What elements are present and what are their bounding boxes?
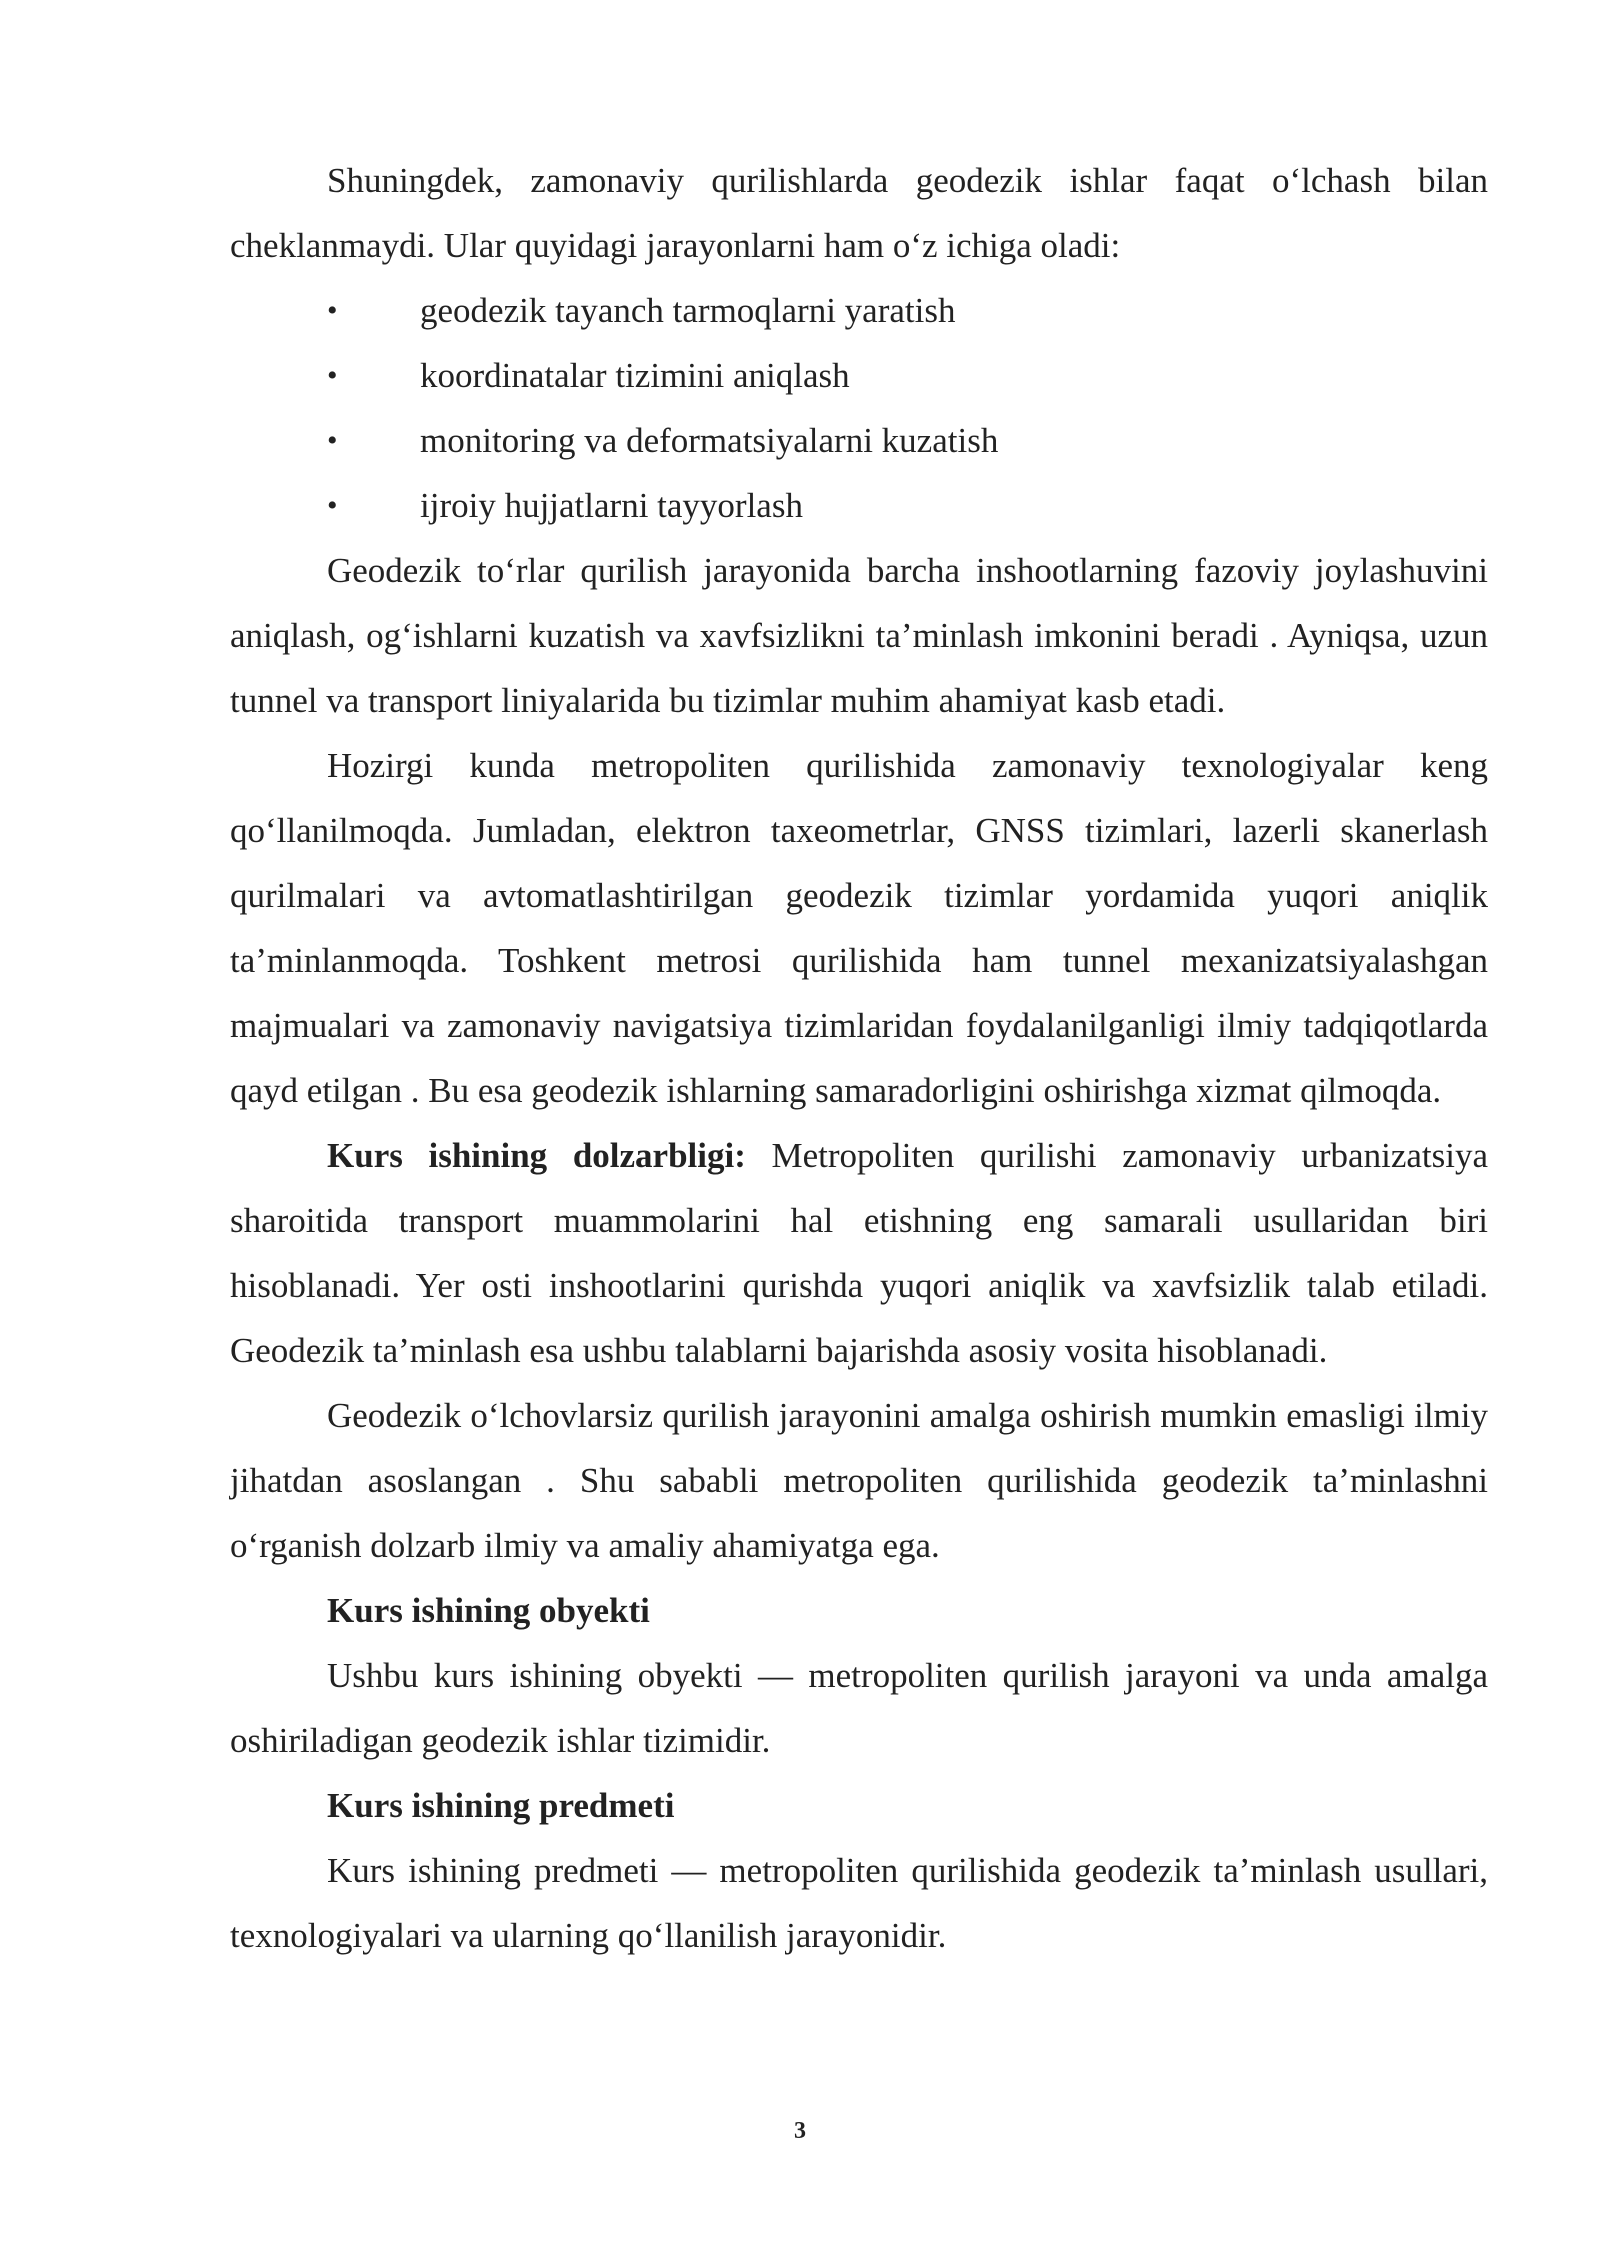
list-item-text: koordinatalar tizimini aniqlash: [420, 356, 850, 395]
bullet-list: [230, 278, 1488, 538]
bullet-icon: •: [327, 489, 338, 522]
relevance-text: Metropoliten qurilishi zamonaviy urbanizatsiya sharoitida transport muammolarini hal etishning eng samarali usullaridan biri hisoblanadi. Yer osti inshootlarini qurishda yuqori aniqlik va xavfsizlik talab etiladi. Geodezik ta’minlash esa ushbu talablarni bajarishda asosiy vosita hisoblanadi.: [230, 1136, 1488, 1370]
list-item: [230, 473, 1488, 538]
bullet-icon: •: [327, 294, 338, 327]
paragraph-relevance: [230, 1123, 1488, 1383]
list-item-text: ijroiy hujjatlarni tayyorlash: [420, 486, 803, 525]
paragraph-subject: Kurs ishining predmeti — metropoliten qurilishida geodezik ta’minlash usullari, texnologiyalari va ularning qo‘llanilish jarayonidir.: [230, 1851, 1488, 1955]
relevance-label: Kurs ishining dolzarbligi:: [327, 1136, 746, 1175]
list-item: [230, 278, 1488, 343]
list-item: [230, 408, 1488, 473]
list-item-text: geodezik tayanch tarmoqlarni yaratish: [420, 291, 956, 330]
heading-object: Kurs ishining obyekti: [327, 1591, 650, 1630]
list-item: [230, 343, 1488, 408]
bullet-icon: •: [327, 359, 338, 392]
paragraph-intro: Shuningdek, zamonaviy qurilishlarda geodezik ishlar faqat o‘lchash bilan cheklanmaydi. Ular quyidagi jarayonlarni ham o‘z ichiga oladi:: [230, 161, 1488, 265]
bullet-icon: •: [327, 424, 338, 457]
paragraph-measurements: Geodezik o‘lchovlarsiz qurilish jarayonini amalga oshirish mumkin emasligi ilmiy jihatdan asoslangan . Shu sababli metropoliten qurilishida geodezik ta’minlashni o‘rganish dolzarb ilmiy va amaliy ahamiyatga ega.: [230, 1396, 1488, 1565]
page-content: [230, 148, 1488, 1968]
page-number: 3: [794, 2118, 806, 2144]
list-item-text: monitoring va deformatsiyalarni kuzatish: [420, 421, 999, 460]
paragraph-geodetic-networks: Geodezik to‘rlar qurilish jarayonida barcha inshootlarning fazoviy joylashuvini aniqlash, og‘ishlarni kuzatish va xavfsizlikni ta’minlash imkonini beradi . Ayniqsa, uzun tunnel va transport liniyalarida bu tizimlar muhim ahamiyat kasb etadi.: [230, 551, 1488, 720]
heading-subject: Kurs ishining predmeti: [327, 1786, 675, 1825]
paragraph-modern-technologies: Hozirgi kunda metropoliten qurilishida zamonaviy texnologiyalar keng qo‘llanilmoqda. Jumladan, elektron taxeometrlar, GNSS tizimlari, lazerli skanerlash qurilmalari va avtomatlashtirilgan geodezik tizimlar yordamida yuqori aniqlik ta’minlanmoqda. Toshkent metrosi qurilishida ham tunnel mexanizatsiyalashgan majmualari va zamonaviy navigatsiya tizimlaridan foydalanilganligi ilmiy tadqiqotlarda qayd etilgan . Bu esa geodezik ishlarning samaradorligini oshirishga xizmat qilmoqda.: [230, 746, 1488, 1110]
paragraph-object: Ushbu kurs ishining obyekti — metropoliten qurilish jarayoni va unda amalga oshiriladigan geodezik ishlar tizimidir.: [230, 1656, 1488, 1760]
